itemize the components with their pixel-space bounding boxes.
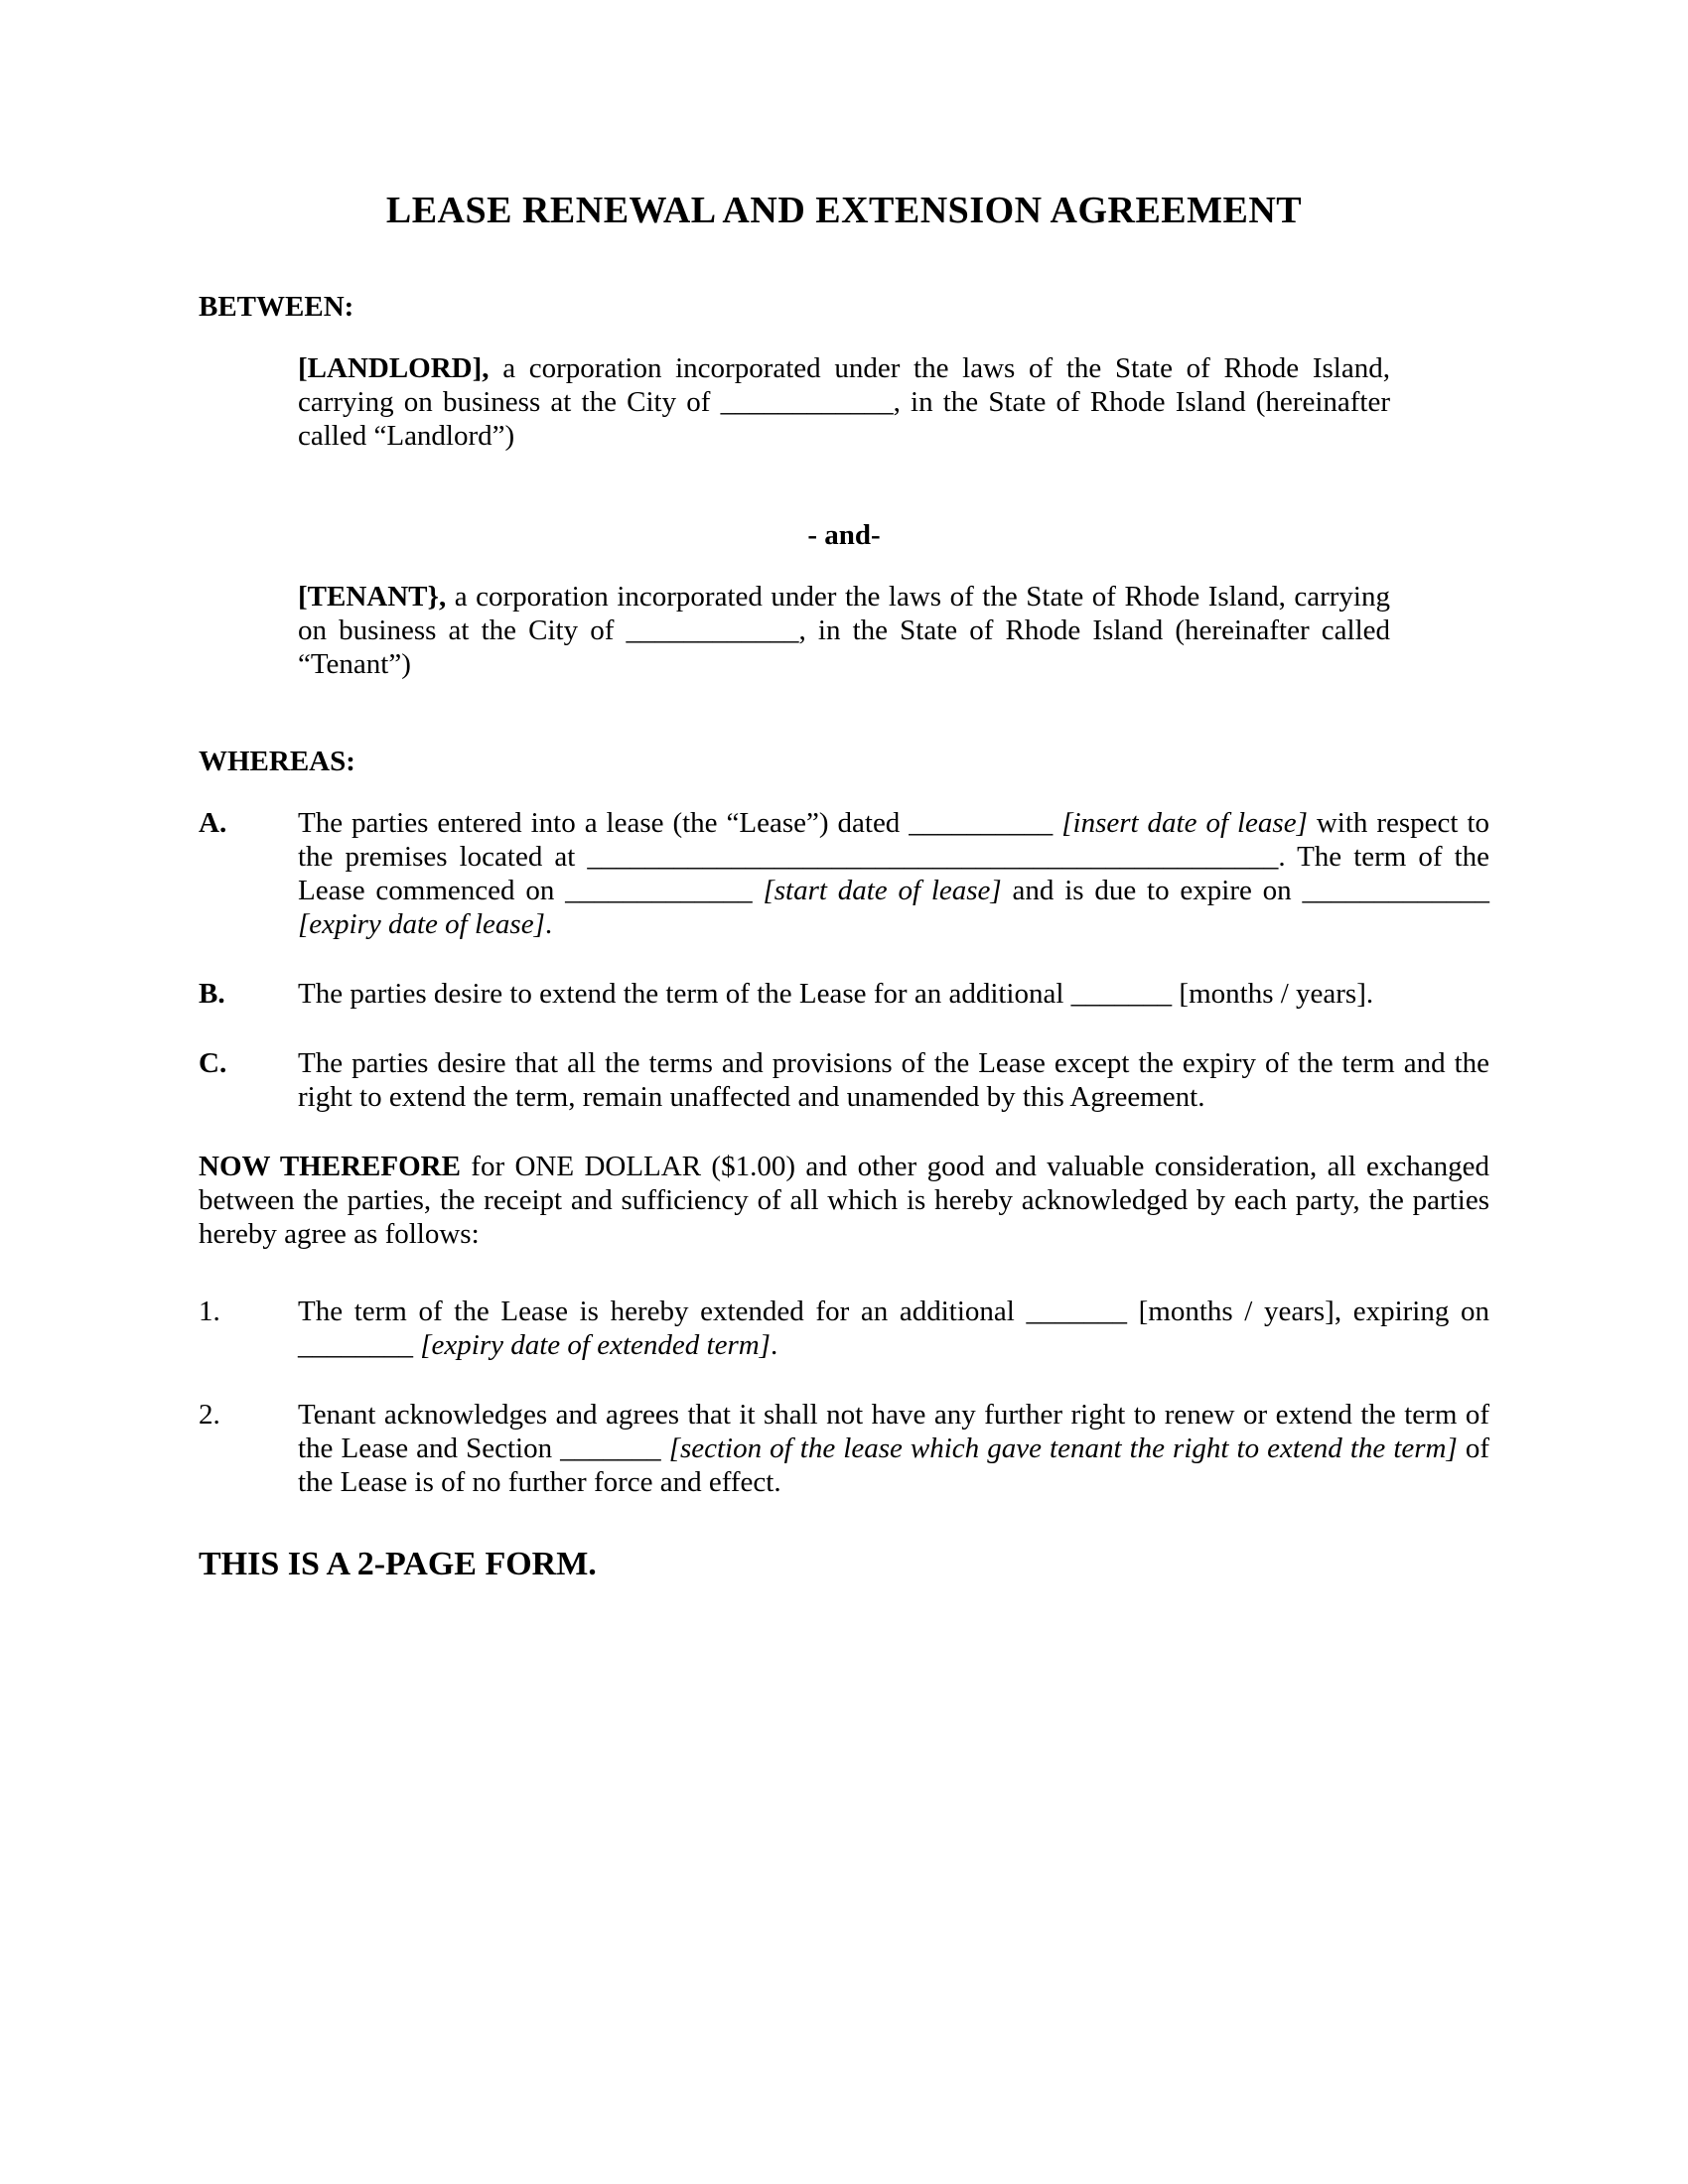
recital-item-c [199,1046,1489,1114]
text-segment: [start date of lease] [763,875,1002,906]
text-segment: of the Lease is of no further force and effect. [298,1433,1489,1498]
clause-item-2 [199,1398,1489,1499]
clause-text-1 [298,1295,1489,1362]
document-title: LEASE RENEWAL AND EXTENSION AGREEMENT [385,190,1303,231]
text-segment: [insert date of lease] [1061,807,1308,839]
text-segment: The parties desire that all the terms and provisions of the Lease except the expiry of the term and the right to extend the term, remain unaffected and unamended by this Agreement. [298,1047,1489,1113]
text-segment: . [770,1329,778,1361]
text-segment: Tenant acknowledges and agrees that it shall not have any further right to renew or extend the term of the Lease and Section _______ [298,1399,1489,1464]
text-segment: NOW THEREFORE [199,1151,461,1182]
text-segment: for ONE DOLLAR ($1.00) and other good and valuable consideration, all exchanged between the parties, the receipt and sufficiency of all which is hereby acknowledged by each party, the parties hereby agree as follows: [199,1151,1489,1250]
clause-label-1: 1. [199,1296,220,1327]
text-segment: a corporation incorporated under the laws of the State of Rhode Island, carrying on business at the City of ____________, in the State of Rhode Island (hereinafter called “Landlord”) [298,352,1390,452]
and-separator: - and- [807,519,881,551]
landlord-paragraph [298,351,1390,453]
recital-text-b [298,977,1489,1011]
text-segment: and is due to expire on _____________ [1001,875,1489,906]
recital-label-a: A. [199,807,227,839]
clause-text-2 [298,1398,1489,1499]
page-count-note: THIS IS A 2-PAGE FORM. [199,1546,597,1582]
text-segment: [section of the lease which gave tenant the right to extend the term] [668,1433,1458,1464]
text-segment: [TENANT}, [298,581,447,613]
text-segment: The term of the Lease is hereby extended for an additional _______ [months / years], expiring on ________ [298,1296,1489,1361]
clause-label-2: 2. [199,1399,220,1431]
text-segment: with respect to the premises located at ________________________________________________. The term of the Lease commenced on _____________ [298,807,1489,906]
text-segment: The parties entered into a lease (the “Lease”) dated __________ [298,807,1062,839]
now-therefore-paragraph [199,1150,1489,1251]
text-segment: a corporation incorporated under the laws of the State of Rhode Island, carrying on business at the City of ____________, in the State of Rhode Island (hereinafter called “Tenant”) [298,581,1390,680]
text-segment: [LANDLORD], [298,352,490,384]
text-segment: The parties desire to extend the term of the Lease for an additional _______ [months / years]. [298,978,1374,1010]
tenant-paragraph [298,580,1390,681]
recital-label-b: B. [199,978,225,1010]
text-segment: [expiry date of extended term] [420,1329,771,1361]
text-segment: . [544,908,553,940]
whereas-heading: WHEREAS: [199,746,355,777]
recital-label-c: C. [199,1047,227,1079]
clause-item-1 [199,1295,1489,1362]
text-segment: [expiry date of lease] [298,908,545,940]
recital-text-c [298,1046,1489,1114]
recital-text-a [298,806,1489,941]
recital-item-a [199,806,1489,941]
between-heading: BETWEEN: [199,291,354,323]
recital-item-b [199,977,1489,1011]
